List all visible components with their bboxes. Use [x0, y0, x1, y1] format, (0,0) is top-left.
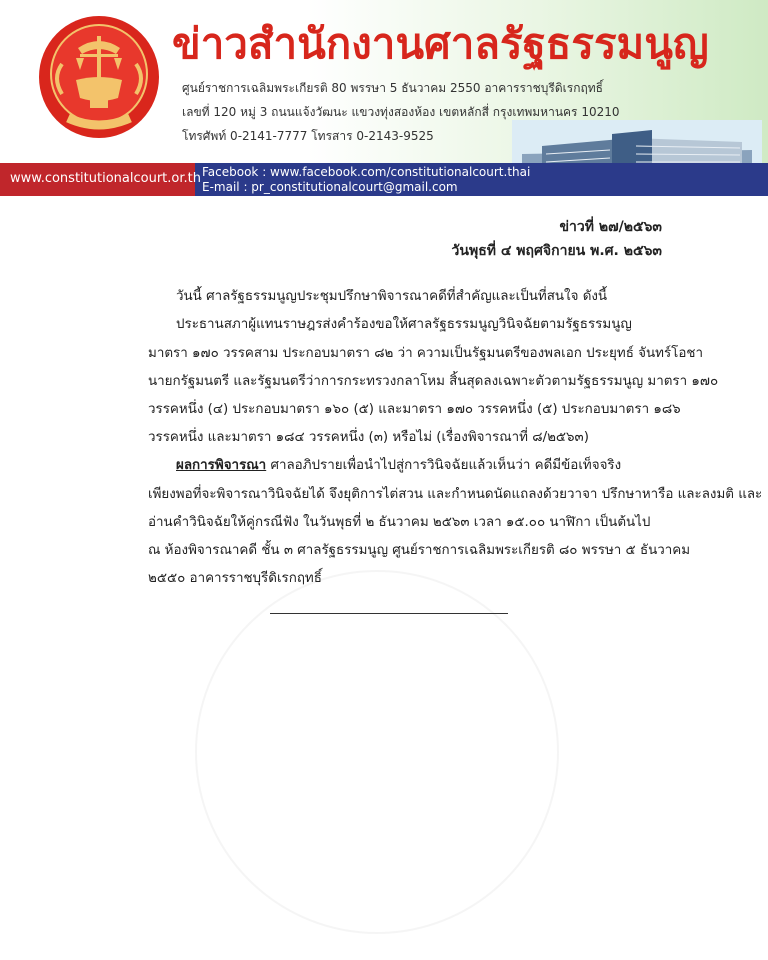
court-seal-logo: [38, 14, 160, 140]
paragraph-line: เพียงพอที่จะพิจารณาวินิจฉัยได้ จึงยุติการไต่สวน และกำหนดนัดแถลงด้วยวาจา ปรึกษาหารือ และลงมติ และ: [148, 487, 763, 502]
result-text: ศาลอภิปรายเพื่อนำไปสู่การวินิจฉัยแล้วเห็นว่า คดีมีข้อเท็จจริง: [266, 458, 622, 473]
paragraph-line: อ่านคำวินิจฉัยให้คู่กรณีฟัง ในวันพุธที่ ๒ ธันวาคม ๒๕๖๓ เวลา ๑๕.๐๐ นาฬิกา เป็นต้นไป: [148, 515, 651, 530]
paragraph-line: วรรคหนึ่ง (๔) ประกอบมาตรา ๑๖๐ (๕) และมาตรา ๑๗๐ วรรคหนึ่ง (๕) ประกอบมาตรา ๑๘๖: [148, 402, 681, 417]
watermark-seal: [195, 570, 559, 934]
result-heading: ผลการพิจารณา: [176, 458, 267, 473]
paragraph-line: วันนี้ ศาลรัฐธรรมนูญประชุมปรึกษาพิจารณาคดีที่สำคัญและเป็นที่สนใจ ดังนี้: [176, 289, 608, 304]
paragraph-line: ๒๕๕๐ อาคารราชบุรีดิเรกฤทธิ์: [148, 571, 322, 586]
paragraph-line: ประธานสภาผู้แทนราษฎรส่งคำร้องขอให้ศาลรัฐธรรมนูญวินิจฉัยตามรัฐธรรมนูญ: [176, 317, 632, 332]
news-date: วันพุธที่ ๔ พฤศจิกายน พ.ศ. ๒๕๖๓: [451, 243, 662, 259]
address-line: ศูนย์ราชการเฉลิมพระเกียรติ 80 พรรษา 5 ธันวาคม 2550 อาคารราชบุรีดิเรกฤทธิ์: [182, 81, 603, 95]
paragraph-line: มาตรา ๑๗๐ วรรคสาม ประกอบมาตรา ๘๒ ว่า ความเป็นรัฐมนตรีของพลเอก ประยุทธ์ จันทร์โอชา: [148, 346, 703, 361]
page-title: ข่าวสำนักงานศาลรัฐธรรมนูญ: [172, 19, 709, 68]
website-link[interactable]: www.constitutionalcourt.or.th: [10, 171, 201, 186]
email-link[interactable]: E-mail : pr_constitutionalcourt@gmail.com: [202, 180, 458, 194]
paragraph-line: วรรคหนึ่ง และมาตรา ๑๘๔ วรรคหนึ่ง (๓) หรือไม่ (เรื่องพิจารณาที่ ๘/๒๕๖๓): [148, 430, 589, 445]
phone-line: โทรศัพท์ 0-2141-7777 โทรสาร 0-2143-9525: [182, 129, 434, 143]
paragraph-line: ณ ห้องพิจารณาคดี ชั้น ๓ ศาลรัฐธรรมนูญ ศูนย์ราชการเฉลิมพระเกียรติ ๘๐ พรรษา ๕ ธันวาคม: [148, 543, 691, 558]
facebook-link[interactable]: Facebook : www.facebook.com/constitutionalcourt.thai: [202, 165, 531, 179]
closing-rule: [270, 613, 508, 614]
paragraph-line: นายกรัฐมนตรี และรัฐมนตรีว่าการกระทรวงกลาโหม สิ้นสุดลงเฉพาะตัวตามรัฐธรรมนูญ มาตรา ๑๗๐: [148, 374, 719, 389]
news-number: ข่าวที่ ๒๗/๒๕๖๓: [559, 219, 662, 235]
paragraph-line: [176, 452, 701, 480]
address-line: เลขที่ 120 หมู่ 3 ถนนแจ้งวัฒนะ แขวงทุ่งสองห้อง เขตหลักสี่ กรุงเทพมหานคร 10210: [182, 105, 620, 119]
